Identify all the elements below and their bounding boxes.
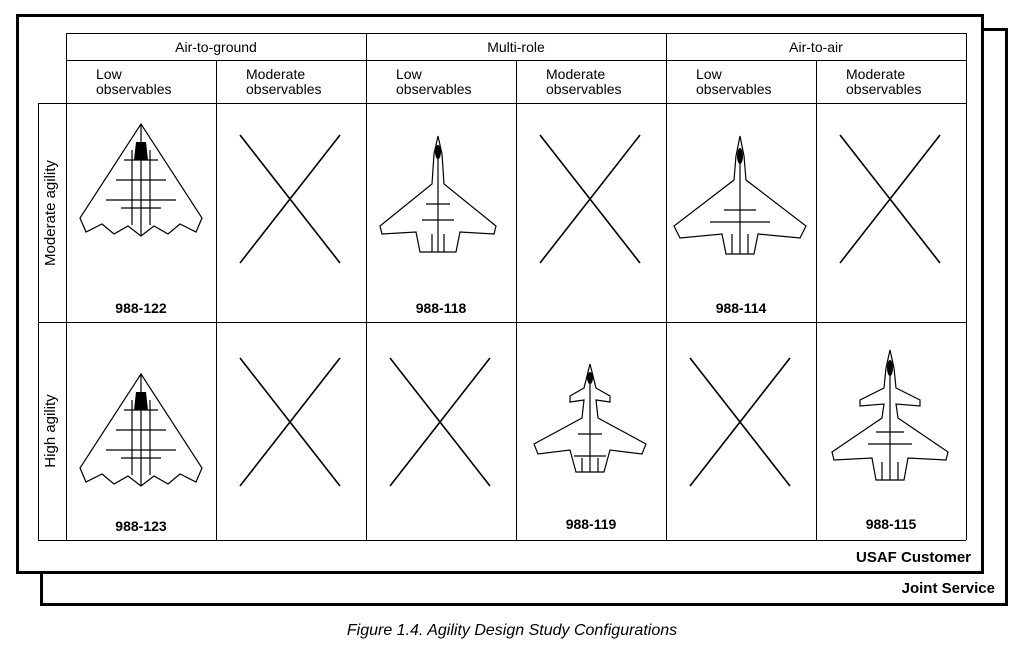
group-header-multi-role: Multi-role (487, 38, 545, 55)
config-label-988-119: 988-119 (565, 516, 617, 532)
grid-line-v7 (966, 33, 967, 540)
grid-line-v5 (666, 33, 667, 540)
joint-service-label: Joint Service (901, 580, 995, 597)
not-applicable-cross-icon (388, 356, 492, 488)
subheader-line2: observables (696, 81, 772, 97)
grid-line-v1 (66, 33, 67, 540)
subheader-col-1 (216, 61, 366, 103)
subheader-line2: observables (246, 81, 322, 97)
config-label-988-122: 988-122 (115, 300, 167, 316)
subheader-line1: Moderate (246, 66, 306, 82)
config-label-988-118: 988-118 (415, 300, 467, 316)
group-header-air-to-ground: Air-to-ground (175, 38, 257, 55)
not-applicable-cross-icon (238, 356, 342, 488)
not-applicable-cross-icon (538, 133, 642, 265)
aircraft-988-119-icon (530, 362, 650, 476)
not-applicable-cross-icon (238, 133, 342, 265)
subheader-line2: observables (846, 81, 922, 97)
subheader-line2: observables (96, 81, 172, 97)
figure-caption: Figure 1.4. Agility Design Study Configurations (346, 622, 678, 639)
subheader-line2: observables (546, 81, 622, 97)
grid-line-v3 (366, 33, 367, 540)
subheader-col-4 (666, 61, 816, 103)
grid-line-v2 (216, 60, 217, 540)
subheader-line1: Low (696, 66, 722, 82)
aircraft-988-118-icon (376, 134, 500, 258)
subheader-line1: Moderate (846, 66, 906, 82)
config-label-988-123: 988-123 (115, 518, 167, 534)
subheader-col-2 (366, 61, 516, 103)
not-applicable-cross-icon (688, 356, 792, 488)
group-header-air-to-air: Air-to-air (789, 38, 843, 55)
usaf-customer-label: USAF Customer (855, 549, 971, 566)
grid-line-bottom (38, 540, 966, 541)
subheader-line2: observables (396, 81, 472, 97)
aircraft-988-122-icon (76, 120, 206, 245)
row-label-high-agility: High agility (42, 394, 59, 468)
config-label-988-114: 988-114 (715, 300, 767, 316)
aircraft-988-114-icon (670, 134, 810, 258)
aircraft-988-123-icon (76, 370, 206, 495)
not-applicable-cross-icon (838, 133, 942, 265)
subheader-col-5 (816, 61, 966, 103)
subheader-col-0 (66, 61, 216, 103)
grid-line-mid (38, 322, 966, 323)
grid-line-v6 (816, 60, 817, 540)
config-label-988-115: 988-115 (865, 516, 917, 532)
subheader-line1: Moderate (546, 66, 606, 82)
aircraft-988-115-icon (828, 348, 952, 484)
grid-line-v4 (516, 60, 517, 540)
subheader-line1: Low (396, 66, 422, 82)
subheader-col-3 (516, 61, 666, 103)
grid-line-header (38, 103, 966, 104)
grid-line-v0 (38, 103, 39, 540)
row-label-moderate-agility: Moderate agility (42, 160, 59, 266)
subheader-line1: Low (96, 66, 122, 82)
